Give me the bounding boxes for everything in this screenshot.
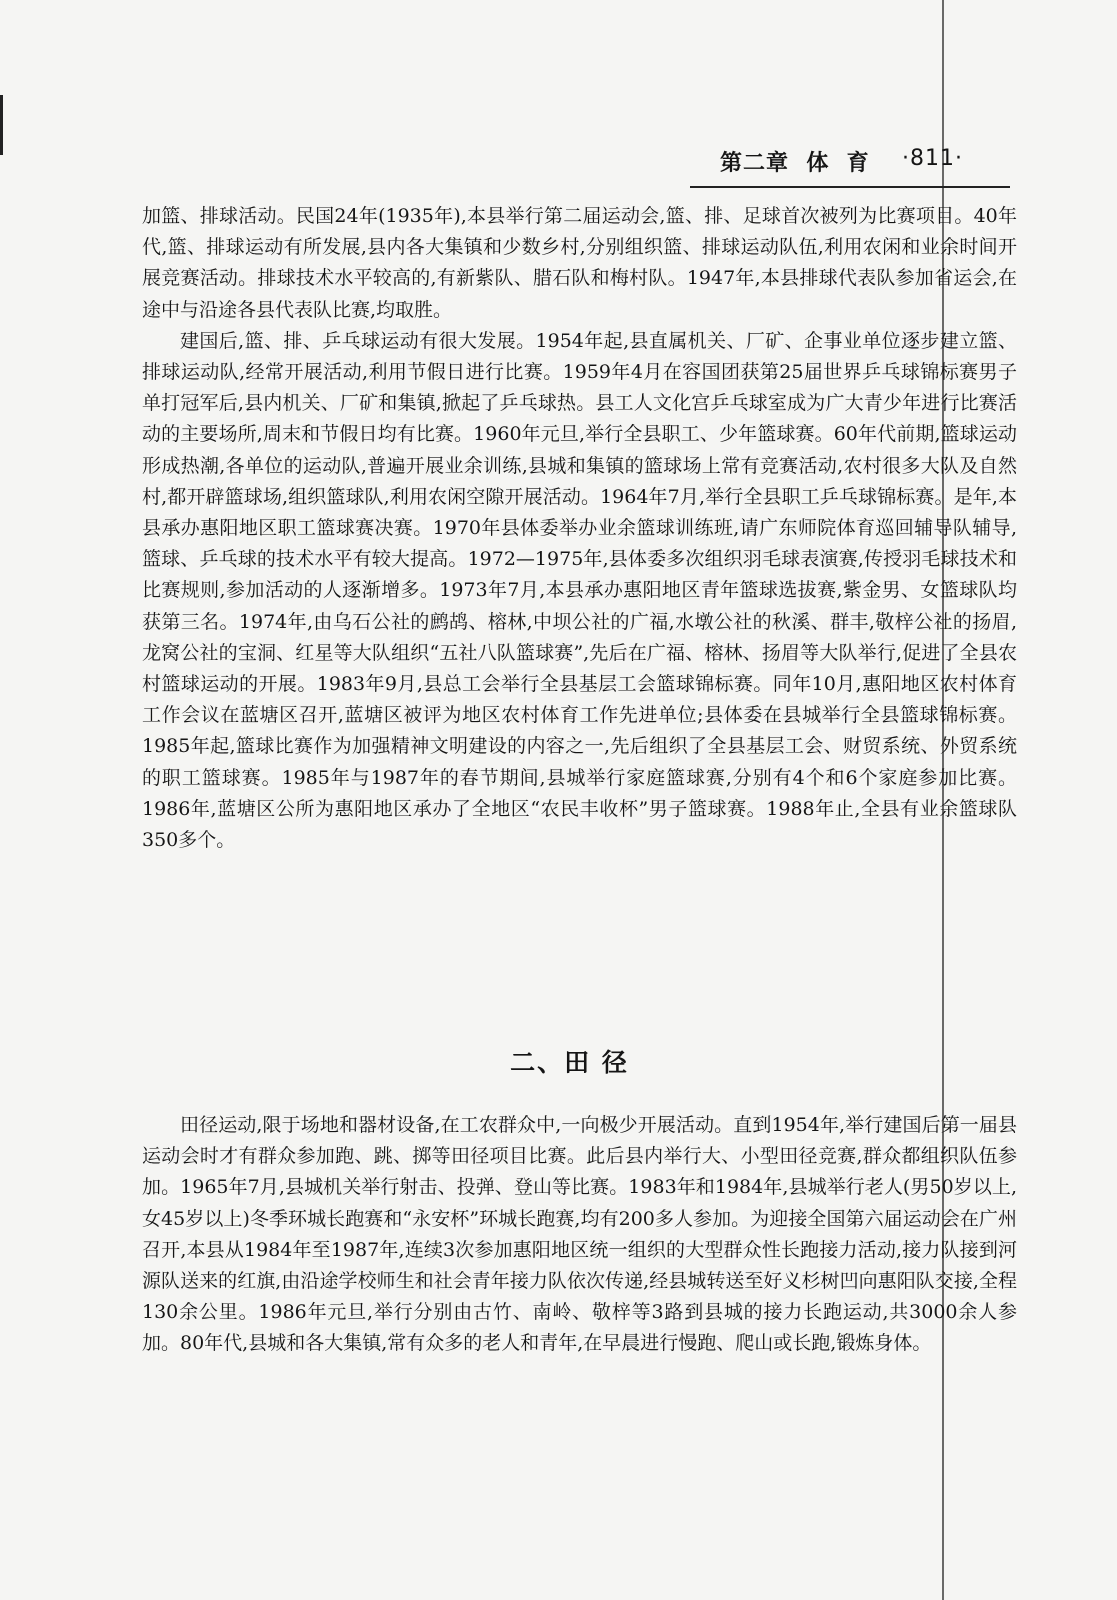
paragraph-continued: 加篮、排球活动。民国24年(1935年),本县举行第二届运动会,篮、排、足球首次被列为比赛项目。40年代,篮、排球运动有所发展,县内各大集镇和少数乡村,分别组织篮、排球运动队伍,利用农闲和业余时间开展竞赛活动。排球技术水平较高的,有新紫队、腊石队和梅村队。1947年,本县排球代表队参加省运会,在途中与沿途各县代表队比赛,均取胜。 <box>142 205 1017 321</box>
page-edge-mark <box>0 95 3 155</box>
section-heading-track-field: 二、田 径 <box>510 1048 629 1077</box>
chapter-title: 第二章 体 育 <box>720 151 870 176</box>
running-header <box>690 146 1010 188</box>
page-number: ·811· <box>902 146 963 171</box>
section-basketball-text <box>142 201 1017 856</box>
section-track-field-text <box>142 1110 1017 1360</box>
paragraph: 建国后,篮、排、乒乓球运动有很大发展。1954年起,县直属机关、厂矿、企事业单位逐步建立篮、排球运动队,经常开展活动,利用节假日进行比赛。1959年4月在容国团获第25届世界乒乓球锦标赛男子单打冠军后,县内机关、厂矿和集镇,掀起了乒乓球热。县工人文化宫乒乓球室成为广大青少年进行比赛活动的主要场所,周末和节假日均有比赛。1960年元旦,举行全县职工、少年篮球赛。60年代前期,篮球运动形成热潮,各单位的运动队,普遍开展业余训练,县城和集镇的篮球场上常有竞赛活动,农村很多大队及自然村,都开辟篮球场,组织篮球队,利用农闲空隙开展活动。1964年7月,举行全县职工乒乓球锦标赛。是年,本县承办惠阳地区职工篮球赛决赛。1970年县体委举办业余篮球训练班,请广东师院体育巡回辅导队辅导,篮球、乒乓球的技术水平有较大提高。1972—1975年,县体委多次组织羽毛球表演赛,传授羽毛球技术和比赛规则,参加活动的人逐渐增多。1973年7月,本县承办惠阳地区青年篮球选拔赛,紫金男、女篮球队均获第三名。1974年,由乌石公社的鹧鸪、榕林,中坝公社的广福,水墩公社的秋溪、群丰,敬梓公社的扬眉,龙窝公社的宝洞、红星等大队组织“五社八队篮球赛”,先后在广福、榕林、扬眉等大队举行,促进了全县农村篮球运动的开展。1983年9月,县总工会举行全县基层工会篮球锦标赛。同年10月,惠阳地区农村体育工作会议在蓝塘区召开,蓝塘区被评为地区农村体育工作先进单位;县体委在县城举行全县篮球锦标赛。1985年起,篮球比赛作为加强精神文明建设的内容之一,先后组织了全县基层工会、财贸系统、外贸系统的职工篮球赛。1985年与1987年的春节期间,县城举行家庭篮球赛,分别有4个和6个家庭参加比赛。1986年,蓝塘区公所为惠阳地区承办了全地区“农民丰收杯”男子篮球赛。1988年止,全县有业余篮球队350多个。 <box>142 329 1017 852</box>
paragraph: 田径运动,限于场地和器材设备,在工农群众中,一向极少开展活动。直到1954年,举行建国后第一届县运动会时才有群众参加跑、跳、掷等田径项目比赛。此后县内举行大、小型田径竞赛,群众都组织队伍参加。1965年7月,县城机关举行射击、投弹、登山等比赛。1983年和1984年,县城举行老人(男50岁以上,女45岁以上)冬季环城长跑赛和“永安杯”环城长跑赛,均有200多人参加。为迎接全国第六届运动会在广州召开,本县从1984年至1987年,连续3次参加惠阳地区统一组织的大型群众性长跑接力活动,接力队接到河源队送来的红旗,由沿途学校师生和社会青年接力队依次传递,经县城转送至好义杉树凹向惠阳队交接,全程130余公里。1986年元旦,举行分别由古竹、南岭、敬梓等3路到县城的接力长跑运动,共3000余人参加。80年代,县城和各大集镇,常有众多的老人和青年,在早晨进行慢跑、爬山或长跑,锻炼身体。 <box>142 1114 1017 1355</box>
